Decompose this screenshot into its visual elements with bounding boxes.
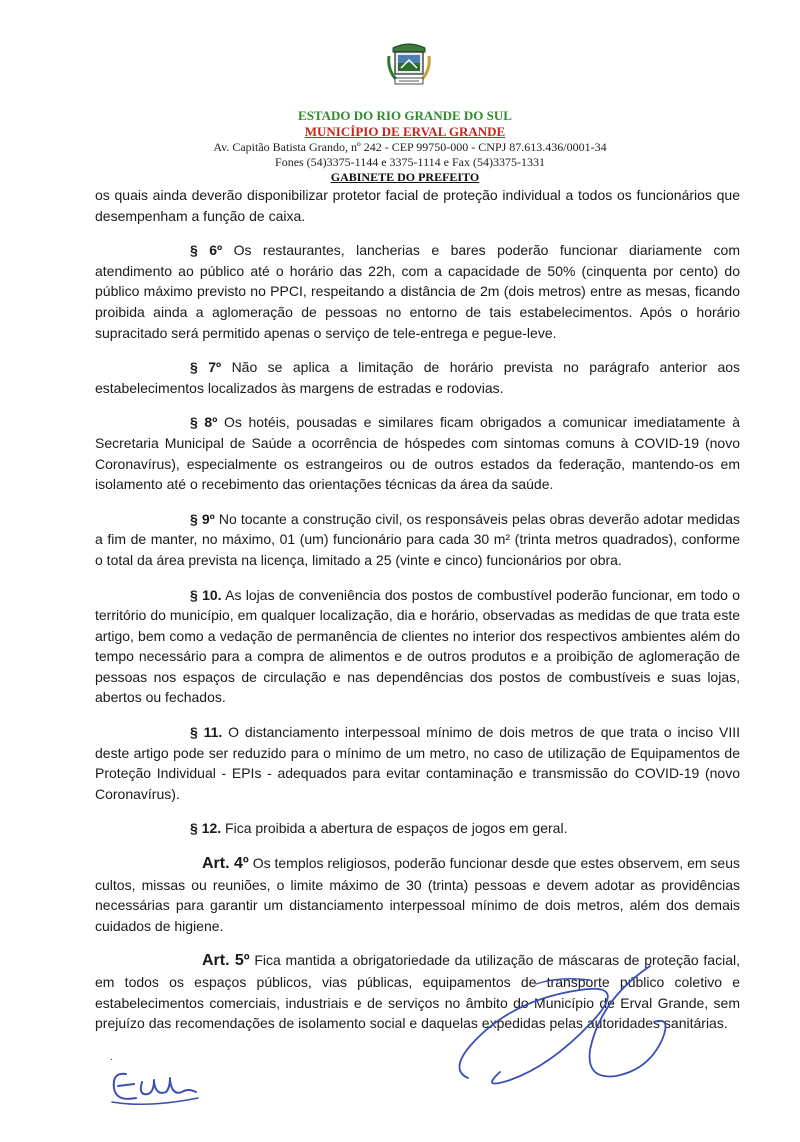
decree-body [95, 185, 740, 1048]
paragraph-text: os quais ainda deverão disponibilizar protetor facial de proteção individual a todos os funcionários que desempenham a função de caixa. [95, 187, 740, 224]
paragraph-number: § 11. [190, 724, 223, 741]
paragraph-number: § 10. [190, 586, 222, 603]
paragraph-text: Fica proibida a abertura de espaços de jogos em geral. [225, 820, 568, 837]
paragraph-12 [95, 818, 740, 839]
article-number: Art. 4º [202, 855, 249, 873]
paragraph-text: Os hotéis, pousadas e similares ficam obrigados a comunicar imediatamente à Secretaria Municipal de Saúde a ocorrência de hóspedes com sintomas comuns à COVID-19 (novo Coronavírus), especialmente os estrangeiros ou de outros estados da federação, mantendo-os em isolamento até o recebimento das orientações técnicas da área da saúde. [95, 414, 741, 493]
phone-line: Fones (54)3375-1144 e 3375-1114 e Fax (54)3375-1331 [275, 155, 545, 169]
paragraph-number: § 8º [190, 414, 218, 431]
letterhead [0, 108, 800, 185]
office-title: GABINETE DO PREFEITO [330, 170, 480, 184]
paragraph-text: As lojas de conveniência dos postos de combustível poderão funcionar, em todo o território do município, em qualquer localização, dia e horário, observadas as medidas de que trata este artigo, bem como a vedação de permanência de clientes no interior dos respectivos ambientes além do tempo necessário para a compra de alimentos e de outros produtos e a proibição de aglomeração de pessoas nos espaços de circulação e nas dependências dos postos de combustíveis e suas lojas, abertos ou fechados. [95, 586, 741, 706]
paragraph-text: Os restaurantes, lancherias e bares poderão funcionar diariamente com atendimento ao público até o horário das 22h, com a capacidade de 50% (cinquenta por cento) do público máximo previsto no PPCI, respeitando a distância de 2m (dois metros) entre as mesas, ficando proibida ainda a aglomeração de pessoas no entorno de tais estabelecimentos. Após o horário supracitado será permitido apenas o serviço de tele-entrega e pegue-leve. [95, 242, 740, 341]
state-name: ESTADO DO RIO GRANDE DO SUL [298, 108, 512, 123]
handwritten-signature-icon [440, 960, 680, 1100]
article-number: Art. 5º [202, 952, 250, 970]
paragraph-text: O distanciamento interpessoal mínimo de dois metros de que trata o inciso VIII deste artigo pode ser reduzido para o mínimo de um metro, no caso de utilização de Equipamentos de Proteção Individual - EPIs - adequados para evitar contaminação e transmissão do COVID-19 (novo Coronavírus). [95, 724, 741, 802]
paragraph-10 [95, 585, 740, 709]
address-line: Av. Capitão Batista Grando, nº 242 - CEP 99750-000 - CNPJ 87.613.436/0001-34 [213, 140, 607, 154]
municipality-name: MUNICÍPIO DE ERVAL GRANDE [304, 124, 506, 139]
paragraph-6 [95, 240, 740, 343]
paragraph-8 [95, 412, 740, 494]
article-text: Fica mantida a obrigatoriedade da utilização de máscaras de proteção facial, em todos os espaços públicos, vias públicas, equipamentos de transporte público coletivo e estabelecimentos comerciais, industriais e de serviços no âmbito do Município de Erval Grande, sem prejuízo das recomendações de isolamento social e daquelas expedidas pelas autoridades sanitárias. [95, 952, 740, 1032]
article-4 [95, 853, 740, 936]
municipal-coat-of-arms-icon [385, 38, 433, 90]
paragraph-text: Não se aplica a limitação de horário prevista no parágrafo anterior aos estabelecimentos localizados às margens de estradas e rodovias. [95, 359, 741, 396]
paragraph-text: No tocante a construção civil, os responsáveis pelas obras deverão adotar medidas a fim de manter, no máximo, 01 (um) funcionário para cada 30 m² (trinta metros quadrados), conforme o total da área prevista na licença, limitado a 25 (vinte e cinco) funcionários por obra. [95, 510, 741, 568]
paragraph-number: § 12. [190, 820, 222, 837]
paragraph-number: § 9º [190, 510, 215, 527]
stray-mark: . [110, 1052, 113, 1063]
paragraph-continuation [95, 185, 740, 226]
paragraph-11 [95, 722, 740, 804]
paragraph-9 [95, 509, 740, 571]
handwritten-initials-icon [108, 1062, 203, 1112]
paragraph-7 [95, 357, 740, 398]
paragraph-number: § 6º [190, 242, 223, 259]
paragraph-number: § 7º [190, 359, 222, 376]
article-text: Os templos religiosos, poderão funcionar desde que estes observem, em seus cultos, missas ou reuniões, o limite máximo de 30 (trinta) pessoas e devem adotar as providências necessárias para garantir um distanciamento interpessoal mínimo de dois metros, além dos demais cuidados de higiene. [95, 855, 741, 934]
